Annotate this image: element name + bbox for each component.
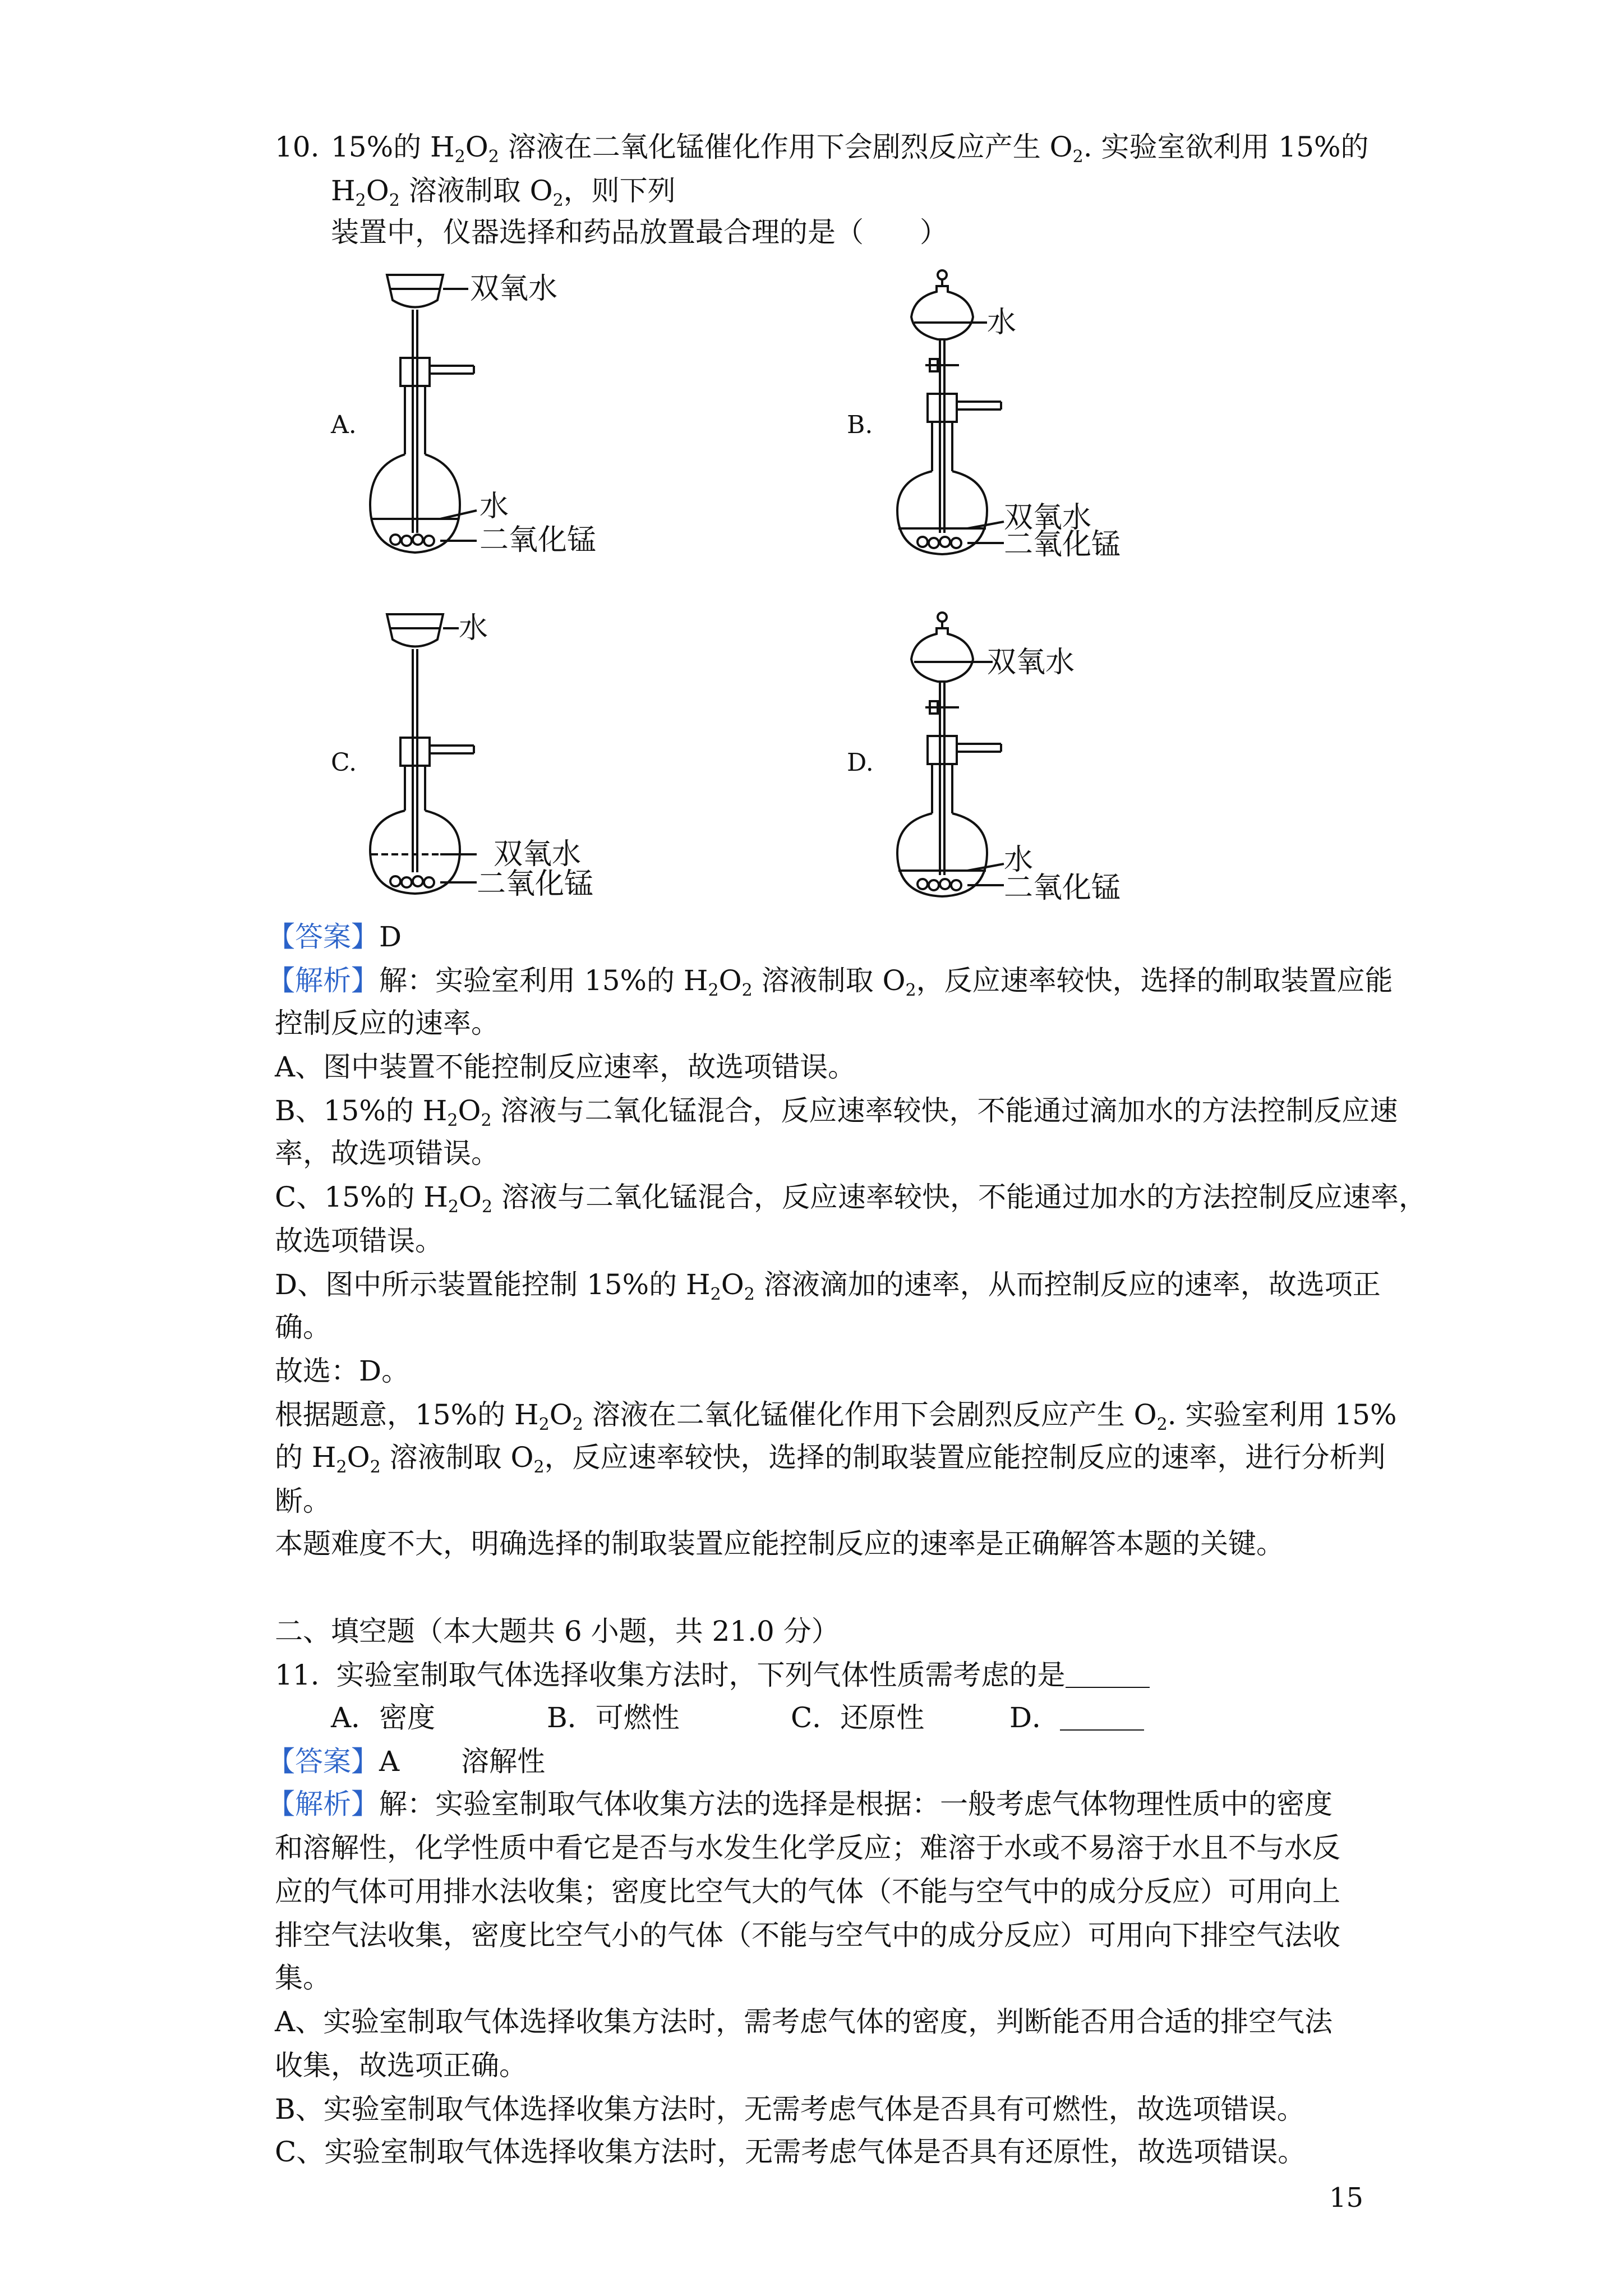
q11-analysis-line5: 集。 (275, 1962, 331, 1994)
q11-option-d-blank[interactable] (1060, 1701, 1144, 1731)
q11-analysis-line7: 收集，故选项正确。 (275, 2049, 527, 2082)
option-a-label: A. (331, 411, 357, 439)
apparatus-d-funnel-label: 双氧水 (987, 646, 1075, 679)
q10-analysis-line14: 本题难度不大，明确选择的制取装置应能控制反应的速率是正确解答本题的关键。 (275, 1527, 1284, 1560)
option-b-label: B. (847, 411, 873, 439)
q11-analysis-line1: 【解析】解：实验室制取气体收集方法的选择是根据：一般考虑气体物理性质中的密度 (267, 1788, 1332, 1820)
q11-analysis-line3: 应的气体可用排水法收集；密度比空气大的气体（不能与空气中的成分反应）可用向上 (275, 1875, 1340, 1908)
q11-option-a: A．密度 (331, 1701, 436, 1734)
q10-stem-line2: $H_2O_2$ 溶液制取 $O_2$，则下列 (331, 174, 676, 210)
q10-number: 10. (275, 131, 320, 163)
apparatus-a-diagram (376, 269, 634, 574)
q10-stem-line1: 15%的 $H_2O_2$ 溶液在二氧化锰催化作用下会剧烈反应产生 $O_2$. 实验室欲利用 15%的 (331, 131, 1369, 167)
q11-option-b: B．可燃性 (547, 1701, 680, 1734)
apparatus-b-upper-label: 双氧水 (1004, 501, 1092, 535)
q10-analysis-line13: 断。 (275, 1485, 331, 1517)
q10-analysis-line11: 根据题意，15%的 $H_2O_2$ 溶液在二氧化锰催化作用下会剧烈反应产生 $O_2$. 实验室利用 15% (275, 1398, 1397, 1434)
apparatus-c-diagram (376, 609, 634, 914)
q11-analysis-line6: A、实验室制取气体选择收集方法时，需考虑气体的密度，判断能否用合适的排空气法 (275, 2005, 1333, 2038)
q11-option-d: D． (1009, 1695, 1144, 1740)
q10-answer: 【答案】D (267, 921, 402, 953)
apparatus-b-funnel-label: 水 (987, 306, 1017, 339)
q11-analysis-line8: B、实验室制取气体选择收集方法时，无需考虑气体是否具有可燃性，故选项错误。 (275, 2093, 1305, 2125)
q10-analysis-line10: 故选：D。 (275, 1355, 410, 1387)
option-d-label: D. (847, 748, 874, 777)
apparatus-b-diagram (903, 269, 1161, 574)
q11-analysis-line4: 排空气法收集，密度比空气小的气体（不能与空气中的成分反应）可用向下排空气法收 (275, 1919, 1340, 1952)
apparatus-a-lower-label: 二氧化锰 (479, 523, 597, 557)
apparatus-d-upper-label: 水 (1004, 843, 1034, 877)
apparatus-d-lower-label: 二氧化锰 (1004, 871, 1121, 905)
q11-analysis-line2: 和溶解性，化学性质中看它是否与水发生化学反应；难溶于水或不易溶于水且不与水反 (275, 1832, 1340, 1864)
q10-stem-line3: 装置中，仪器选择和药品放置最合理的是（ ） (331, 216, 948, 249)
q10-analysis-line7: 故选项错误。 (275, 1225, 443, 1257)
q11-option-c: C．还原性 (791, 1701, 925, 1734)
q10-analysis-line2: 控制反应的速率。 (275, 1007, 499, 1039)
option-c-label: C. (331, 748, 357, 777)
apparatus-a-funnel-label: 双氧水 (470, 272, 558, 306)
q10-analysis-line1: 【解析】解：实验室利用 15%的 $H_2O_2$ 溶液制取 $O_2$，反应速率较快，选择的制取装置应能 (267, 964, 1393, 1000)
q10-analysis-line12: 的 $H_2O_2$ 溶液制取 $O_2$，反应速率较快，选择的制取装置应能控制反应的速率，进行分析判 (275, 1441, 1386, 1477)
q10-analysis-line4: B、15%的 $H_2O_2$ 溶液与二氧化锰混合，反应速率较快，不能通过滴加水的方法控制反应速 (275, 1094, 1398, 1130)
q10-analysis-line6: C、15%的 $H_2O_2$ 溶液与二氧化锰混合，反应速率较快，不能通过加水的方法控制反应速率， (275, 1181, 1427, 1217)
q11-analysis-line9: C、实验室制取气体选择收集方法时，无需考虑气体是否具有还原性，故选项错误。 (275, 2136, 1306, 2168)
apparatus-c-upper-label: 双氧水 (494, 838, 582, 871)
apparatus-c-lower-label: 二氧化锰 (477, 867, 594, 901)
page-number: 15 (1329, 2182, 1364, 2214)
q11-stem: 11. 实验室制取气体选择收集方法时，下列气体性质需考虑的是 (275, 1653, 1150, 1697)
q10-analysis-line3: A、图中装置不能控制反应速率，故选项错误。 (275, 1051, 856, 1083)
apparatus-b-lower-label: 二氧化锰 (1004, 528, 1121, 562)
apparatus-a-upper-label: 水 (479, 490, 509, 523)
apparatus-c-funnel-label: 水 (459, 611, 488, 645)
q10-analysis-line5: 率，故选项错误。 (275, 1137, 499, 1170)
apparatus-d-diagram (903, 611, 1161, 917)
q10-analysis-line8: D、图中所示装置能控制 15%的 $H_2O_2$ 溶液滴加的速率，从而控制反应的速率，故选项正 (275, 1268, 1381, 1304)
q10-analysis-line9: 确。 (275, 1311, 331, 1343)
q11-answer: 【答案】A 溶解性 (267, 1745, 546, 1778)
section-heading: 二、填空题（本大题共 6 小题，共 21.0 分） (275, 1615, 840, 1648)
q11-stem-blank[interactable] (1066, 1659, 1150, 1688)
